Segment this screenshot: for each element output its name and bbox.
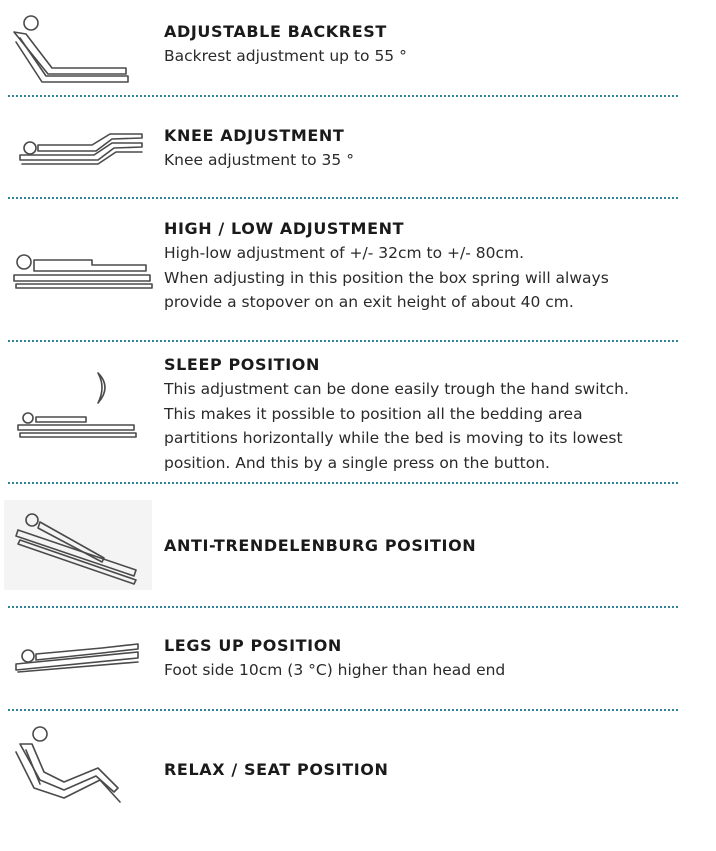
feature-title: KNEE ADJUSTMENT xyxy=(164,126,345,145)
legs-up-icon xyxy=(6,612,154,702)
high-low-adjustment-icon xyxy=(6,205,154,295)
feature-title: ANTI-TRENDELENBURG POSITION xyxy=(164,536,477,555)
feature-title: RELAX / SEAT POSITION xyxy=(164,760,389,779)
section-divider xyxy=(8,95,678,97)
feature-description: Backrest adjustment up to 55 ° xyxy=(164,47,407,65)
section-divider xyxy=(8,197,678,199)
section-divider xyxy=(8,606,678,608)
feature-description: This adjustment can be done easily trough the hand switch. This makes it possible to position all the bedding area partitions horizontally while the bed is moving to its lowest position. And this by a single press on the button. xyxy=(164,380,629,472)
feature-title: LEGS UP POSITION xyxy=(164,636,342,655)
knee-adjustment-icon xyxy=(6,110,154,200)
section-divider xyxy=(8,340,678,342)
feature-title: HIGH / LOW ADJUSTMENT xyxy=(164,219,405,238)
feature-title: SLEEP POSITION xyxy=(164,355,320,374)
anti-trendelenburg-icon xyxy=(4,500,146,588)
relax-seat-icon xyxy=(6,722,154,812)
feature-description: Foot side 10cm (3 °C) higher than head end xyxy=(164,661,506,679)
feature-description: Knee adjustment to 35 ° xyxy=(164,151,354,169)
sleep-position-icon xyxy=(6,365,154,455)
feature-description: High-low adjustment of +/- 32cm to +/- 80cm. When adjusting in this position the box spring will always provide a stopover on an exit height of about 40 cm. xyxy=(164,244,609,311)
section-divider xyxy=(8,709,678,711)
adjustable-backrest-icon xyxy=(6,10,154,100)
feature-title: ADJUSTABLE BACKREST xyxy=(164,22,387,41)
section-divider xyxy=(8,482,678,484)
